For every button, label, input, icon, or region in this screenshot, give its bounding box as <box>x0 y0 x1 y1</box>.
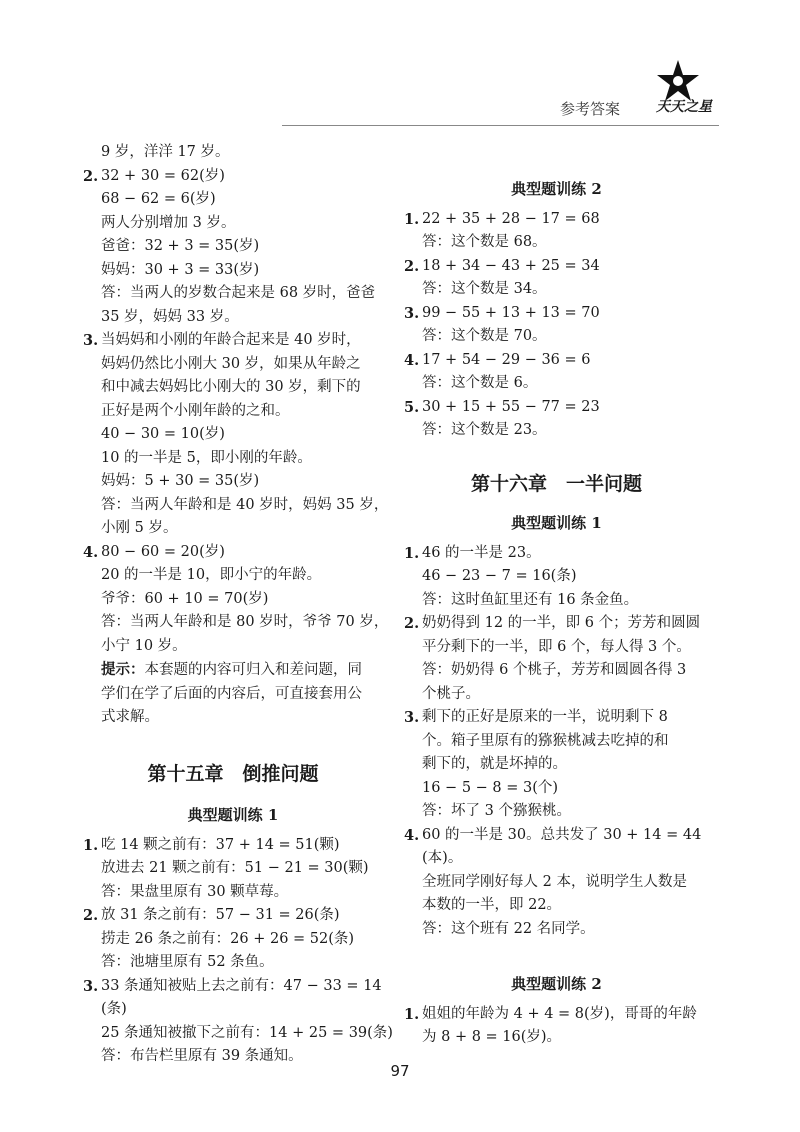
question-1 <box>404 208 709 255</box>
answer-line: 妈妈：5 + 30 = 35(岁) <box>101 473 260 489</box>
answer-line: 答：奶奶得 6 个桃子，芳芳和圆圆各得 3 <box>422 662 687 678</box>
answer-line: 为 8 + 8 = 16(岁)。 <box>422 1029 562 1045</box>
answer-line: 答：当两人年龄和是 80 岁时，爷爷 70 岁， <box>101 614 389 630</box>
answer-line: 33 条通知被贴上去之前有：47 − 33 = 14 <box>101 977 382 994</box>
left-column <box>83 141 393 1069</box>
question-2 <box>83 904 383 975</box>
question-number: 4. <box>83 543 99 561</box>
question-number: 2. <box>404 615 420 632</box>
question-3 <box>83 975 393 1069</box>
section-title: 典型题训练 1 <box>187 806 279 824</box>
chapter-16-title: 第十六章 一半问题 <box>470 472 642 495</box>
question-4 <box>83 541 389 659</box>
answer-line: 当妈妈和小刚的年龄合起来是 40 岁时， <box>101 332 361 348</box>
question-number: 1. <box>404 1005 420 1023</box>
question-number: 3. <box>83 332 99 349</box>
answer-line: 剩下的正好是原来的一半，说明剩下 8 <box>422 709 668 725</box>
answer-line: 平分剩下的一半，即 6 个，每人得 3 个。 <box>422 638 691 655</box>
page-number: 97 <box>390 1062 410 1080</box>
answer-line: 25 条通知被撤下之前有：14 + 25 = 39(条) <box>101 1024 393 1041</box>
answer-line: 10 的一半是 5，即小刚的年龄。 <box>101 449 312 466</box>
question-3 <box>83 329 389 541</box>
answer-line: 32 + 30 = 62(岁) <box>101 167 225 184</box>
question-1 <box>83 834 383 905</box>
section-title: 典型题训练 1 <box>511 514 602 532</box>
answer-line: 答：这个数是 34。 <box>422 281 547 297</box>
hint-label: 提示： <box>101 661 145 678</box>
answer-line: 18 + 34 − 43 + 25 = 34 <box>422 257 600 274</box>
question-2 <box>404 255 709 302</box>
header-logo-text: 天天之星 <box>656 99 712 115</box>
answer-line: 46 − 23 − 7 = 16(条) <box>422 568 577 584</box>
answer-line: 小宁 10 岁。 <box>101 637 187 654</box>
hint-block <box>83 658 383 730</box>
answer-line: 全班同学刚好每人 2 本，说明学生人数是 <box>422 873 687 890</box>
answer-line: 20 的一半是 10，即小宁的年龄。 <box>101 567 322 583</box>
answer-line: 本数的一半，即 22。 <box>422 897 562 913</box>
answer-line: 答：这个数是 6。 <box>422 375 538 391</box>
question-1 <box>404 542 709 613</box>
right-column <box>404 178 709 1050</box>
question-2 <box>83 165 383 330</box>
question-2 <box>404 612 709 706</box>
answer-line: 正好是两个小刚年龄的之和。 <box>101 402 290 419</box>
answer-line: 35 岁，妈妈 33 岁。 <box>101 308 239 325</box>
answer-line: 捞走 26 条之前有：26 + 26 = 52(条) <box>101 930 355 947</box>
section-title: 典型题训练 2 <box>511 975 602 993</box>
answer-line: 和中减去妈妈比小刚大的 30 岁，剩下的 <box>101 379 361 395</box>
question-number: 3. <box>404 709 420 726</box>
answer-line: 答：这个数是 68。 <box>422 234 547 250</box>
hint-line: 式求解。 <box>101 709 159 725</box>
answer-line: 答：当两人年龄和是 40 岁时，妈妈 35 岁， <box>101 496 389 513</box>
answer-line: 80 − 60 = 20(岁) <box>101 543 225 560</box>
question-number: 3. <box>404 304 420 322</box>
answer-line: 答：这时鱼缸里还有 16 条金鱼。 <box>422 591 639 608</box>
header-rule <box>282 125 719 126</box>
answer-line: 妈妈仍然比小刚大 30 岁，如果从年龄之 <box>101 355 361 372</box>
question-3 <box>404 302 709 349</box>
question-number: 4. <box>404 826 420 844</box>
answer-line: 剩下的，就是坏掉的。 <box>422 756 567 772</box>
question-number: 1. <box>83 836 99 854</box>
answer-line: 吃 14 颗之前有：37 + 14 = 51(颗) <box>101 836 340 853</box>
answer-line: (条) <box>101 1001 127 1017</box>
question-4 <box>404 349 709 396</box>
answer-line: 68 − 62 = 6(岁) <box>101 191 216 207</box>
question-5 <box>404 396 709 443</box>
question-number: 5. <box>404 398 420 416</box>
question-number: 3. <box>83 977 99 995</box>
answer-line: 30 + 15 + 55 − 77 = 23 <box>422 398 600 415</box>
answer-line: 答：这个班有 22 名同学。 <box>422 920 595 937</box>
continued-answer: 9 岁，洋洋 17 岁。 <box>101 144 230 160</box>
answer-line: 个。箱子里原有的猕猴桃减去吃掉的和 <box>422 732 669 749</box>
answer-line: 60 的一半是 30。总共发了 30 + 14 = 44 <box>422 826 702 843</box>
question-number: 1. <box>404 210 420 228</box>
answer-line: 答：果盘里原有 30 颗草莓。 <box>101 883 289 900</box>
answer-line: 答：池塘里原有 52 条鱼。 <box>101 954 274 970</box>
question-4 <box>404 824 709 942</box>
question-number: 2. <box>404 257 420 275</box>
question-number: 4. <box>404 351 420 369</box>
chapter-15-title: 第十五章 倒推问题 <box>147 762 319 785</box>
answer-line: 妈妈：30 + 3 = 33(岁) <box>101 261 260 278</box>
answer-line: 答：这个数是 23。 <box>422 422 547 438</box>
answer-line: 17 + 54 − 29 − 36 = 6 <box>422 351 591 368</box>
answer-line: 放进去 21 颗之前有：51 − 21 = 30(颗) <box>101 860 369 876</box>
answer-line: (本)。 <box>422 850 463 866</box>
answer-line: 放 31 条之前有：57 − 31 = 26(条) <box>101 907 340 923</box>
answer-line: 答：当两人的岁数合起来是 68 岁时，爸爸 <box>101 285 376 301</box>
question-3 <box>404 706 709 824</box>
answer-line: 奶奶得到 12 的一半，即 6 个；芳芳和圆圆 <box>422 615 701 631</box>
answer-line: 爸爸：32 + 3 = 35(岁) <box>101 238 260 254</box>
hint-line: 学们在学了后面的内容后，可直接套用公 <box>101 685 362 702</box>
hint-line: 本套题的内容可归入和差问题，同 <box>144 662 362 678</box>
answer-line: 99 − 55 + 13 + 13 = 70 <box>422 304 600 321</box>
header-title: 参考答案 <box>560 100 621 118</box>
question-number: 2. <box>83 167 99 185</box>
answer-line: 个桃子。 <box>422 685 480 702</box>
answer-line: 爷爷：60 + 10 = 70(岁) <box>101 590 269 607</box>
section-title: 典型题训练 2 <box>511 180 602 198</box>
answer-line: 40 − 30 = 10(岁) <box>101 426 225 442</box>
answer-line: 答：坏了 3 个猕猴桃。 <box>422 803 571 819</box>
question-number: 2. <box>83 907 99 924</box>
answer-line: 答：布告栏里原有 39 条通知。 <box>101 1048 303 1064</box>
answer-line: 两人分别增加 3 岁。 <box>101 214 236 231</box>
answer-line: 姐姐的年龄为 4 + 4 = 8(岁)，哥哥的年龄 <box>422 1005 697 1022</box>
answer-line: 小刚 5 岁。 <box>101 520 178 536</box>
answer-line: 答：这个数是 70。 <box>422 328 547 344</box>
question-number: 1. <box>404 544 420 562</box>
answer-line: 46 的一半是 23。 <box>422 544 541 561</box>
question-1 <box>404 1003 709 1050</box>
answer-line: 16 − 5 − 8 = 3(个) <box>422 779 559 796</box>
answer-line: 22 + 35 + 28 − 17 = 68 <box>422 210 600 227</box>
